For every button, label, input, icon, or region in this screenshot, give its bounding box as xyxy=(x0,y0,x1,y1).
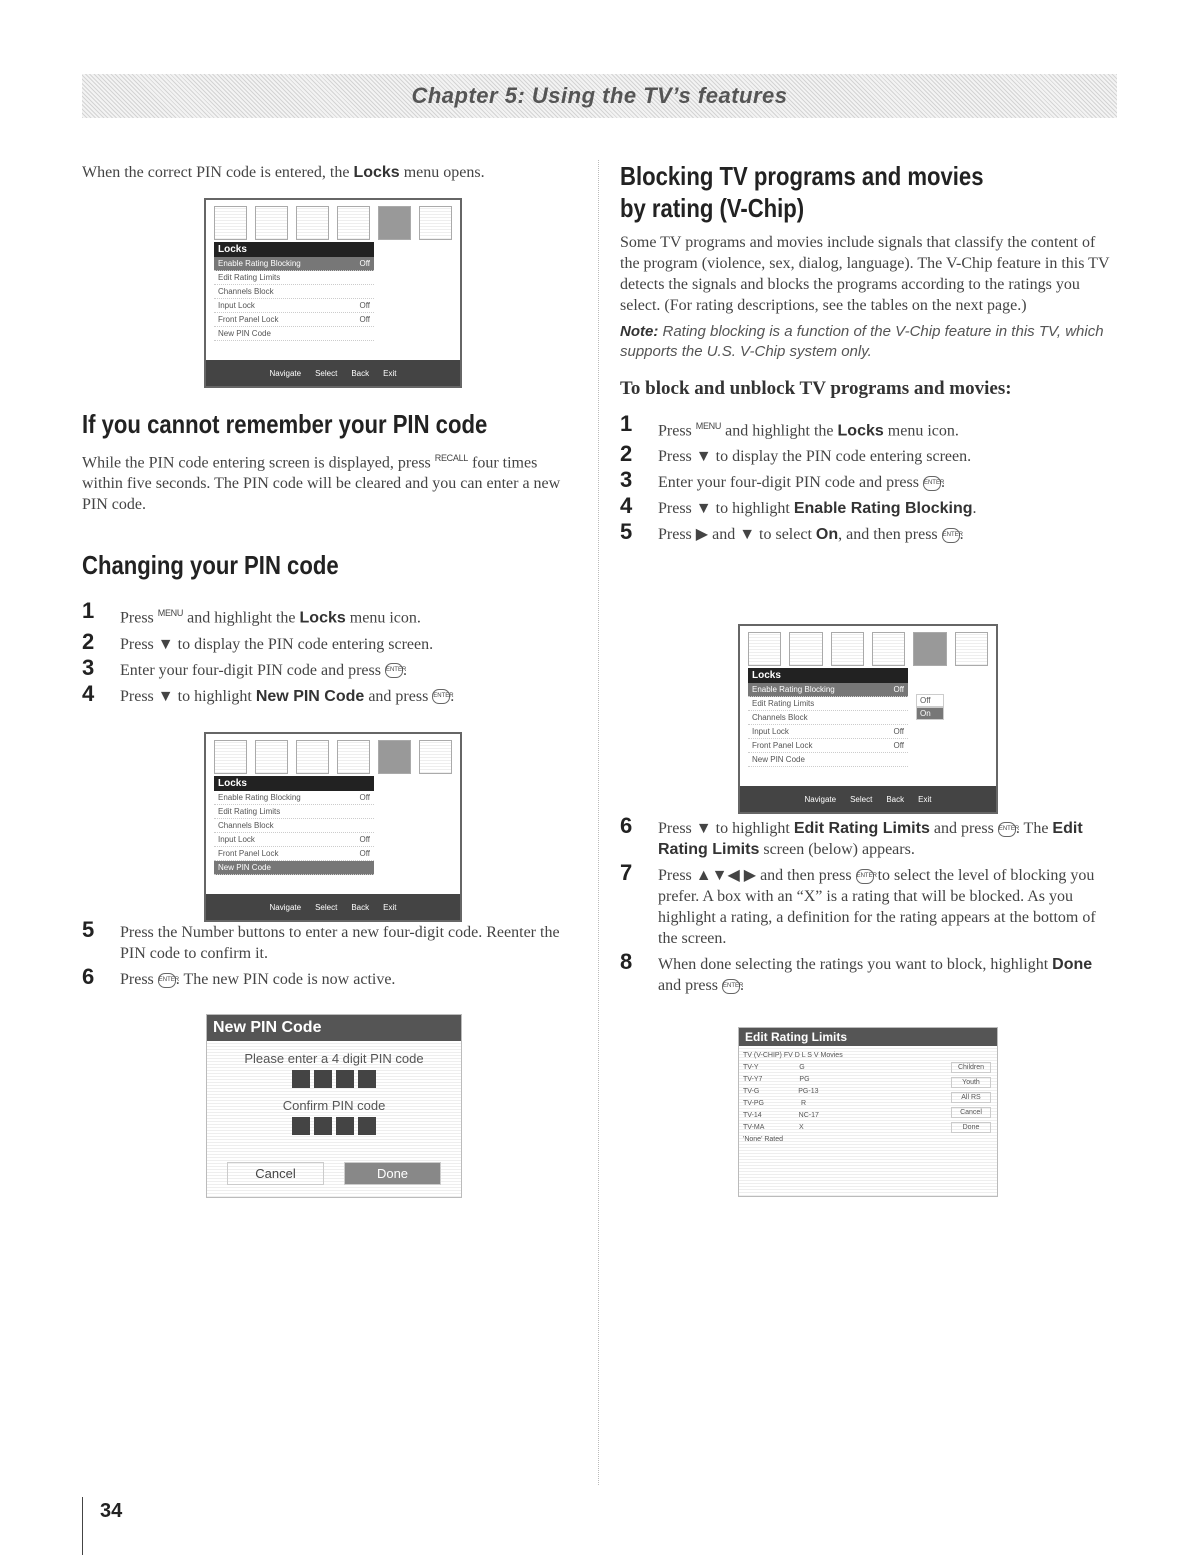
edit-rating-limits-screen: Edit Rating Limits TV (V-CHIP) FV D L S V Movies TV-Y G TV-Y7 PG TV-G PG-13 TV-PG R TV-14 NC-17 TV-MA X 'None' Rated Children Youth All RS Cancel Done xyxy=(738,1027,998,1197)
r-step-1: 1 Press $^{MENU}$ and highlight the Locks menu icon. xyxy=(620,411,959,440)
locks-menu: Locks Enable Rating Blocking Off Edit Rating Limits Channels Block Input Lock Off Front Panel Lock Off New PIN Code xyxy=(214,242,374,341)
new-pin-screen: New PIN Code Please enter a 4 digit PIN code Confirm PIN code Cancel Done xyxy=(206,1014,462,1198)
menu-row: Enable Rating Blocking Off xyxy=(214,791,374,805)
r-step-2: 2 Press ▼ to display the PIN code entering screen. xyxy=(620,441,972,467)
enter-icon: ENTER xyxy=(432,689,450,704)
recall-button-ref: RECALL xyxy=(434,453,468,463)
enter-icon: ENTER xyxy=(722,979,740,994)
menu-row: Enable Rating Blocking Off xyxy=(748,683,908,697)
forgot-text: While the PIN code entering screen is displayed, press $^{RECALL}$ four times within five seconds. The PIN code will be cleared and you can enter a new PIN code. xyxy=(82,453,561,514)
confirm-digits xyxy=(207,1117,461,1135)
chapter-title: Chapter 5: Using the TV’s features xyxy=(411,83,788,108)
menu-icons xyxy=(214,740,452,774)
done-button: Done xyxy=(344,1162,441,1185)
vchip-note: Note: Rating blocking is a function of the V-Chip feature in this TV, which supports the U.S. V-Chip system only. xyxy=(620,323,1104,360)
locks-menu: Locks Enable Rating Blocking Off Edit Rating Limits Channels Block Input Lock Off Front Panel Lock Off New PIN Code xyxy=(748,668,908,767)
locks-intro: When the correct PIN code is entered, the Locks menu opens. xyxy=(82,164,485,181)
enter-icon: ENTER xyxy=(385,663,403,678)
subheading-block: To block and unblock TV programs and movies: xyxy=(620,378,1012,399)
column-divider xyxy=(598,160,599,1485)
menu-row: Enable Rating Blocking Off xyxy=(214,257,374,271)
locks-menu: Locks Enable Rating Blocking Off Edit Rating Limits Channels Block Input Lock Off Front Panel Lock Off New PIN Code xyxy=(214,776,374,875)
menu-row: Channels Block xyxy=(214,285,374,299)
pin-digits xyxy=(207,1070,461,1088)
page-number-rule xyxy=(82,1497,83,1555)
enter-icon: ENTER xyxy=(942,528,960,543)
forgot-section xyxy=(82,408,582,712)
menu-row: Input Lock Off xyxy=(748,725,908,739)
step-5: 5 Press the Number buttons to enter a new four-digit code. Reenter the PIN code to confirm it. xyxy=(82,917,560,962)
heading-change-pin: Changing your PIN code xyxy=(82,550,339,581)
step-6: 6 Press ENTER. The new PIN code is now active. xyxy=(82,964,396,989)
vchip-intro: Some TV programs and movies include signals that classify the content of the program (violence, sex, dialog, language). The V-Chip feature in this TV detects the signals and blocks the programs according to the ratings you select. (For rating descriptions, see the tables on the next page.) xyxy=(620,234,1110,314)
chapter-banner xyxy=(82,74,1117,118)
r-step-8: 8 When done selecting the ratings you want to block, highlight Done and press ENTER. xyxy=(620,949,1093,994)
r-step-4: 4 Press ▼ to highlight Enable Rating Blocking. xyxy=(620,493,977,519)
heading-block-2: by rating (V-Chip) xyxy=(620,193,805,223)
nav-bar: Navigate Select Back Exit xyxy=(740,786,996,812)
enter-icon: ENTER xyxy=(923,476,941,491)
enter-icon: ENTER xyxy=(998,822,1016,837)
right-column xyxy=(620,160,1115,550)
nav-bar: Navigate Select Back Exit xyxy=(206,360,460,386)
menu-row: Edit Rating Limits xyxy=(748,697,908,711)
menu-row: Front Panel Lock Off xyxy=(748,739,908,753)
menu-icons xyxy=(214,206,452,240)
on-off-options: Off On xyxy=(916,694,944,720)
change-steps xyxy=(82,598,582,706)
rating-grid: TV (V-CHIP) FV D L S V Movies TV-Y G TV-Y7 PG TV-G PG-13 TV-PG R TV-14 NC-17 TV-MA X 'None' Rated xyxy=(743,1052,843,1143)
menu-row: Front Panel Lock Off xyxy=(214,313,374,327)
locks-screen-1 xyxy=(204,198,462,388)
r-step-3: 3 Enter your four-digit PIN code and press ENTER. xyxy=(620,467,945,493)
menu-row: Channels Block xyxy=(214,819,374,833)
block-steps xyxy=(620,411,1115,545)
menu-row: New PIN Code xyxy=(214,327,374,341)
rating-presets: Children Youth All RS Cancel Done xyxy=(951,1062,991,1137)
menu-row: New PIN Code xyxy=(214,861,374,875)
nav-bar: Navigate Select Back Exit xyxy=(206,894,460,920)
step-1: 1 Press $^{MENU}$ and highlight the Locks menu icon. xyxy=(82,598,421,627)
enter-icon: ENTER xyxy=(158,973,176,988)
menu-row: Channels Block xyxy=(748,711,908,725)
r-step-5: 5 Press ▶ and ▼ to select On, and then press ENTER. xyxy=(620,519,964,545)
heading-block-1: Blocking TV programs and movies xyxy=(620,161,984,191)
locks-screen-2 xyxy=(204,732,462,922)
menu-row: Front Panel Lock Off xyxy=(214,847,374,861)
menu-row: Input Lock Off xyxy=(214,833,374,847)
step-3: 3 Enter your four-digit PIN code and press ENTER. xyxy=(82,654,407,680)
change-steps-2 xyxy=(82,917,582,995)
r-step-6: 6 Press ▼ to highlight Edit Rating Limits and press ENTER. The Edit Rating Limits screen (below) appears. xyxy=(620,813,1083,858)
heading-forgot-pin: If you cannot remember your PIN code xyxy=(82,409,488,439)
step-4: 4 Press ▼ to highlight New PIN Code and press ENTER. xyxy=(82,680,455,706)
block-steps-2 xyxy=(620,813,1115,1001)
menu-row: Input Lock Off xyxy=(214,299,374,313)
page-number: 34 xyxy=(100,1500,123,1522)
menu-row: New PIN Code xyxy=(748,753,908,767)
r-step-7: 7 Press ▲▼◀ ▶ and then press ENTER to select the level of blocking you prefer. A box with an “X” is a rating that will be blocked. As you highlight a rating, a definition for the rating appears at the bottom of the screen. xyxy=(620,860,1096,947)
menu-icons xyxy=(748,632,988,666)
menu-row: Edit Rating Limits xyxy=(214,271,374,285)
step-2: 2 Press ▼ to display the PIN code entering screen. xyxy=(82,628,434,654)
cancel-button: Cancel xyxy=(227,1162,324,1185)
locks-screen-3 xyxy=(738,624,998,814)
left-column xyxy=(82,150,582,183)
menu-row: Edit Rating Limits xyxy=(214,805,374,819)
enter-icon: ENTER xyxy=(856,869,874,884)
